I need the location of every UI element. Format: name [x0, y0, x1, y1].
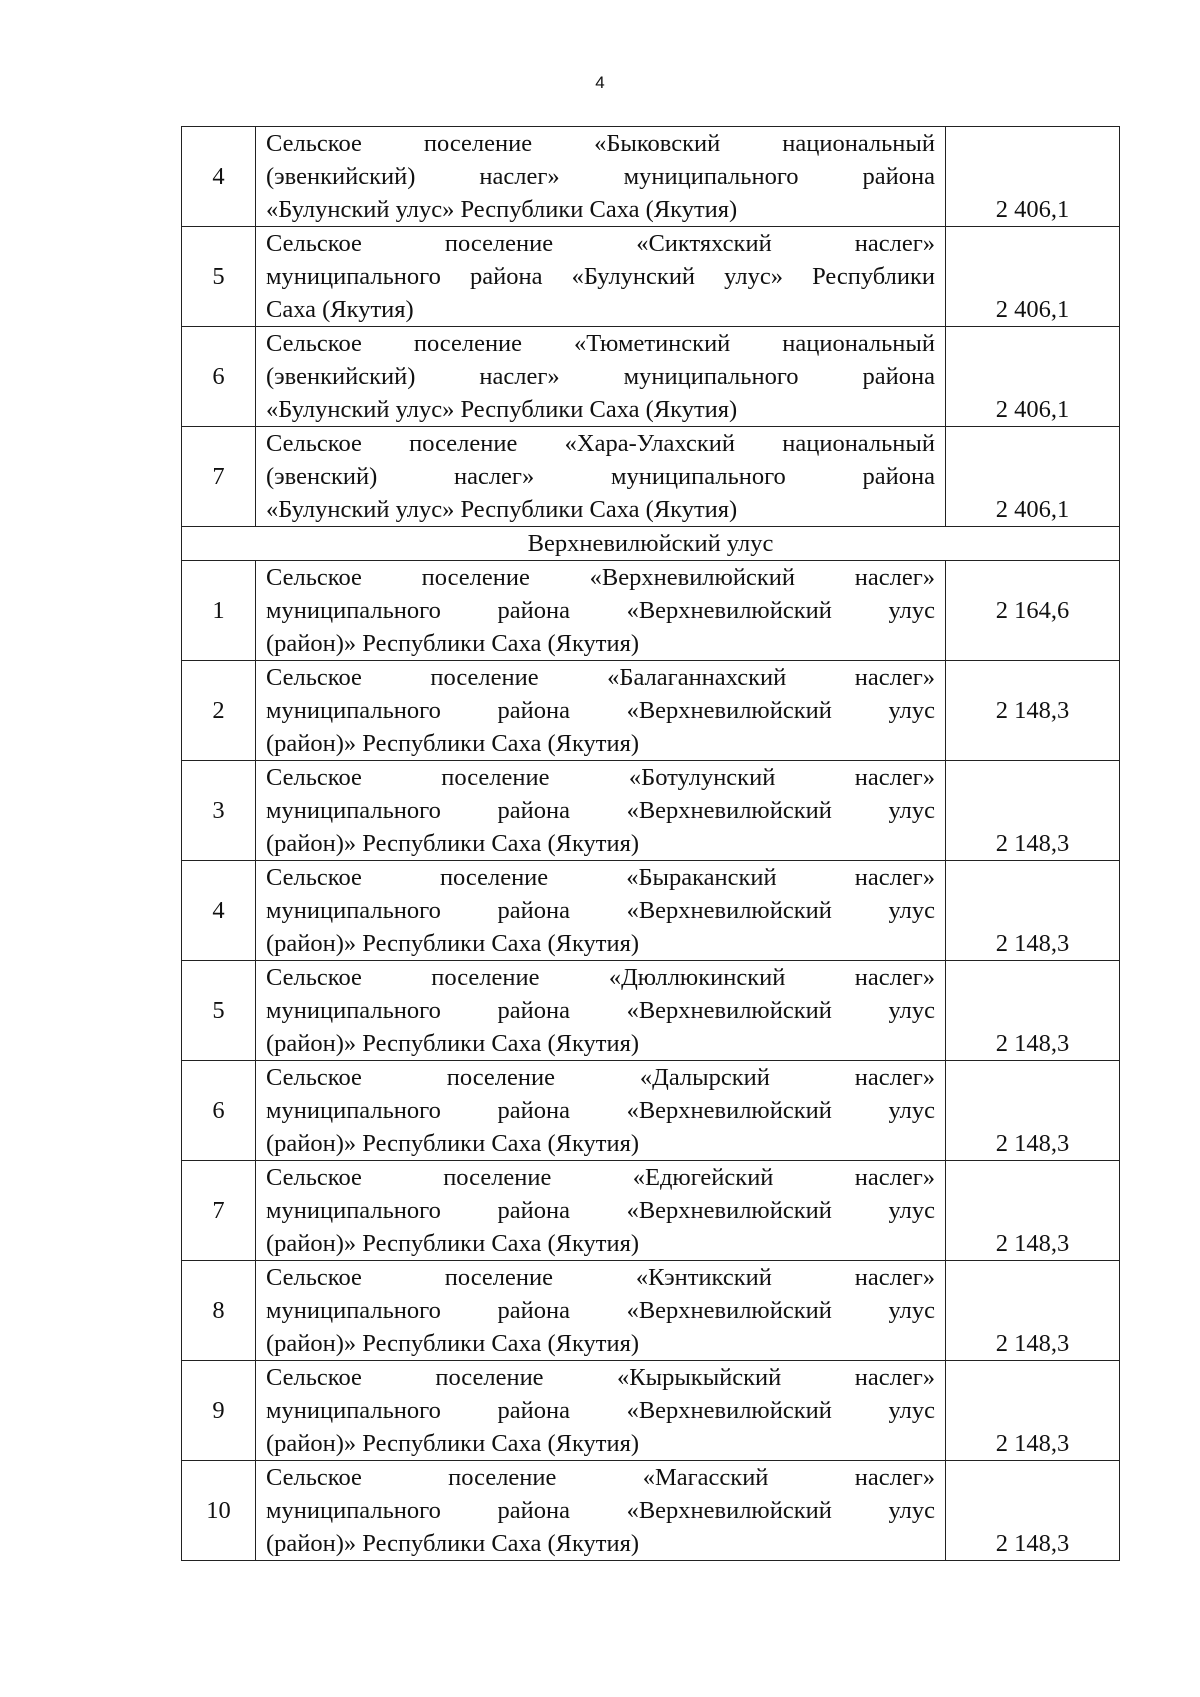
table-row	[182, 227, 1120, 327]
settlement-name-line: «Булунский улус» Республики Саха (Якутия)	[266, 496, 738, 523]
settlement-name-line: муниципального района «Булунский улус» Республики	[266, 263, 935, 290]
settlement-name	[256, 327, 946, 427]
row-number: 10	[182, 1461, 256, 1561]
row-number: 6	[182, 327, 256, 427]
settlement-name-line: «Булунский улус» Республики Саха (Якутия)	[266, 196, 738, 223]
settlement-name	[256, 761, 946, 861]
settlement-name	[256, 1061, 946, 1161]
row-number: 5	[182, 961, 256, 1061]
page-number: 4	[595, 73, 605, 92]
amount-value: 2 148,3	[946, 1161, 1120, 1261]
table-row	[182, 1461, 1120, 1561]
settlement-name-line: муниципального района «Верхневилюйский улус	[266, 997, 935, 1024]
row-number: 4	[182, 127, 256, 227]
row-number: 5	[182, 227, 256, 327]
amount-value: 2 148,3	[946, 1461, 1120, 1561]
settlement-name-line: «Булунский улус» Республики Саха (Якутия)	[266, 396, 738, 423]
amount-value: 2 148,3	[946, 861, 1120, 961]
settlement-name-line: муниципального района «Верхневилюйский улус	[266, 1497, 935, 1524]
settlement-name-line: муниципального района «Верхневилюйский улус	[266, 797, 935, 824]
settlement-name-line: Сельское поселение «Сиктяхский наслег»	[266, 230, 935, 257]
settlement-name	[256, 861, 946, 961]
settlement-name-line: (эвенский) наслег» муниципального района	[266, 463, 935, 490]
settlement-name-line: Сельское поселение «Хара-Улахский национальный	[266, 430, 935, 457]
settlement-name-line: (эвенкийский) наслег» муниципального района	[266, 363, 935, 390]
table-row	[182, 127, 1120, 227]
row-number: 8	[182, 1261, 256, 1361]
amount-value: 2 148,3	[946, 761, 1120, 861]
row-number: 7	[182, 1161, 256, 1261]
amount-value: 2 148,3	[946, 1361, 1120, 1461]
amount-value: 2 406,1	[946, 327, 1120, 427]
amount-value: 2 148,3	[946, 1061, 1120, 1161]
amount-value: 2 148,3	[946, 661, 1120, 761]
table-section-top	[182, 127, 1120, 527]
amount-value: 2 406,1	[946, 227, 1120, 327]
table-row	[182, 1161, 1120, 1261]
amount-value: 2 406,1	[946, 427, 1120, 527]
settlement-name-line: (район)» Республики Саха (Якутия)	[266, 1030, 640, 1057]
settlement-name-line: Сельское поселение «Быраканский наслег»	[266, 864, 935, 891]
settlement-name-line: муниципального района «Верхневилюйский улус	[266, 697, 935, 724]
settlement-name	[256, 1361, 946, 1461]
settlement-name-line: (район)» Республики Саха (Якутия)	[266, 830, 640, 857]
row-number: 7	[182, 427, 256, 527]
allocation-table	[181, 126, 1120, 1561]
row-number: 3	[182, 761, 256, 861]
settlement-name-line: Сельское поселение «Дюллюкинский наслег»	[266, 964, 935, 991]
settlement-name-line: Сельское поселение «Верхневилюйский наслег»	[266, 564, 935, 591]
settlement-name	[256, 561, 946, 661]
settlement-name-line: (район)» Республики Саха (Якутия)	[266, 1530, 640, 1557]
table-row	[182, 561, 1120, 661]
amount-value: 2 406,1	[946, 127, 1120, 227]
settlement-name-line: муниципального района «Верхневилюйский улус	[266, 897, 935, 924]
settlement-name-line: (эвенкийский) наслег» муниципального района	[266, 163, 935, 190]
table-row	[182, 861, 1120, 961]
settlement-name-line: Сельское поселение «Тюметинский национальный	[266, 330, 935, 357]
settlement-name-line: (район)» Республики Саха (Якутия)	[266, 1330, 640, 1357]
table-row	[182, 1061, 1120, 1161]
row-number: 2	[182, 661, 256, 761]
group-title: Верхневилюйский улус	[182, 527, 1120, 561]
settlement-name-line: (район)» Республики Саха (Якутия)	[266, 730, 640, 757]
amount-value: 2 148,3	[946, 1261, 1120, 1361]
amount-value: 2 164,6	[946, 561, 1120, 661]
table-row	[182, 1361, 1120, 1461]
table-row	[182, 761, 1120, 861]
settlement-name	[256, 1161, 946, 1261]
settlement-name-line: (район)» Республики Саха (Якутия)	[266, 930, 640, 957]
row-number: 6	[182, 1061, 256, 1161]
settlement-name-line: (район)» Республики Саха (Якутия)	[266, 1130, 640, 1157]
settlement-name-line: Сельское поселение «Ботулунский наслег»	[266, 764, 935, 791]
settlement-name	[256, 661, 946, 761]
table-group-header	[182, 527, 1120, 561]
settlement-name	[256, 1461, 946, 1561]
group-header-row	[182, 527, 1120, 561]
settlement-name-line: муниципального района «Верхневилюйский улус	[266, 597, 935, 624]
settlement-name-line: муниципального района «Верхневилюйский улус	[266, 1297, 935, 1324]
settlement-name-line: Сельское поселение «Магасский наслег»	[266, 1464, 935, 1491]
table-row	[182, 427, 1120, 527]
row-number: 9	[182, 1361, 256, 1461]
settlement-name-line: Сельское поселение «Далырский наслег»	[266, 1064, 935, 1091]
settlement-name-line: Сельское поселение «Кырыкыйский наслег»	[266, 1364, 935, 1391]
settlement-name	[256, 127, 946, 227]
table-row	[182, 961, 1120, 1061]
row-number: 4	[182, 861, 256, 961]
settlement-name-line: Сельское поселение «Кэнтикский наслег»	[266, 1264, 935, 1291]
settlement-name-line: Саха (Якутия)	[266, 296, 414, 323]
settlement-name	[256, 427, 946, 527]
settlement-name-line: Сельское поселение «Быковский национальный	[266, 130, 935, 157]
settlement-name-line: (район)» Республики Саха (Якутия)	[266, 1430, 640, 1457]
settlement-name	[256, 1261, 946, 1361]
settlement-name-line: муниципального района «Верхневилюйский улус	[266, 1197, 935, 1224]
table-row	[182, 1261, 1120, 1361]
settlement-name-line: муниципального района «Верхневилюйский улус	[266, 1397, 935, 1424]
table-row	[182, 661, 1120, 761]
table-section-bottom	[182, 561, 1120, 1561]
settlement-name-line: муниципального района «Верхневилюйский улус	[266, 1097, 935, 1124]
settlement-name-line: Сельское поселение «Балаганнахский наслег»	[266, 664, 935, 691]
row-number: 1	[182, 561, 256, 661]
settlement-name-line: (район)» Республики Саха (Якутия)	[266, 630, 640, 657]
settlement-name-line: Сельское поселение «Едюгейский наслег»	[266, 1164, 935, 1191]
settlement-name	[256, 227, 946, 327]
settlement-name-line: (район)» Республики Саха (Якутия)	[266, 1230, 640, 1257]
settlement-name	[256, 961, 946, 1061]
amount-value: 2 148,3	[946, 961, 1120, 1061]
table-row	[182, 327, 1120, 427]
